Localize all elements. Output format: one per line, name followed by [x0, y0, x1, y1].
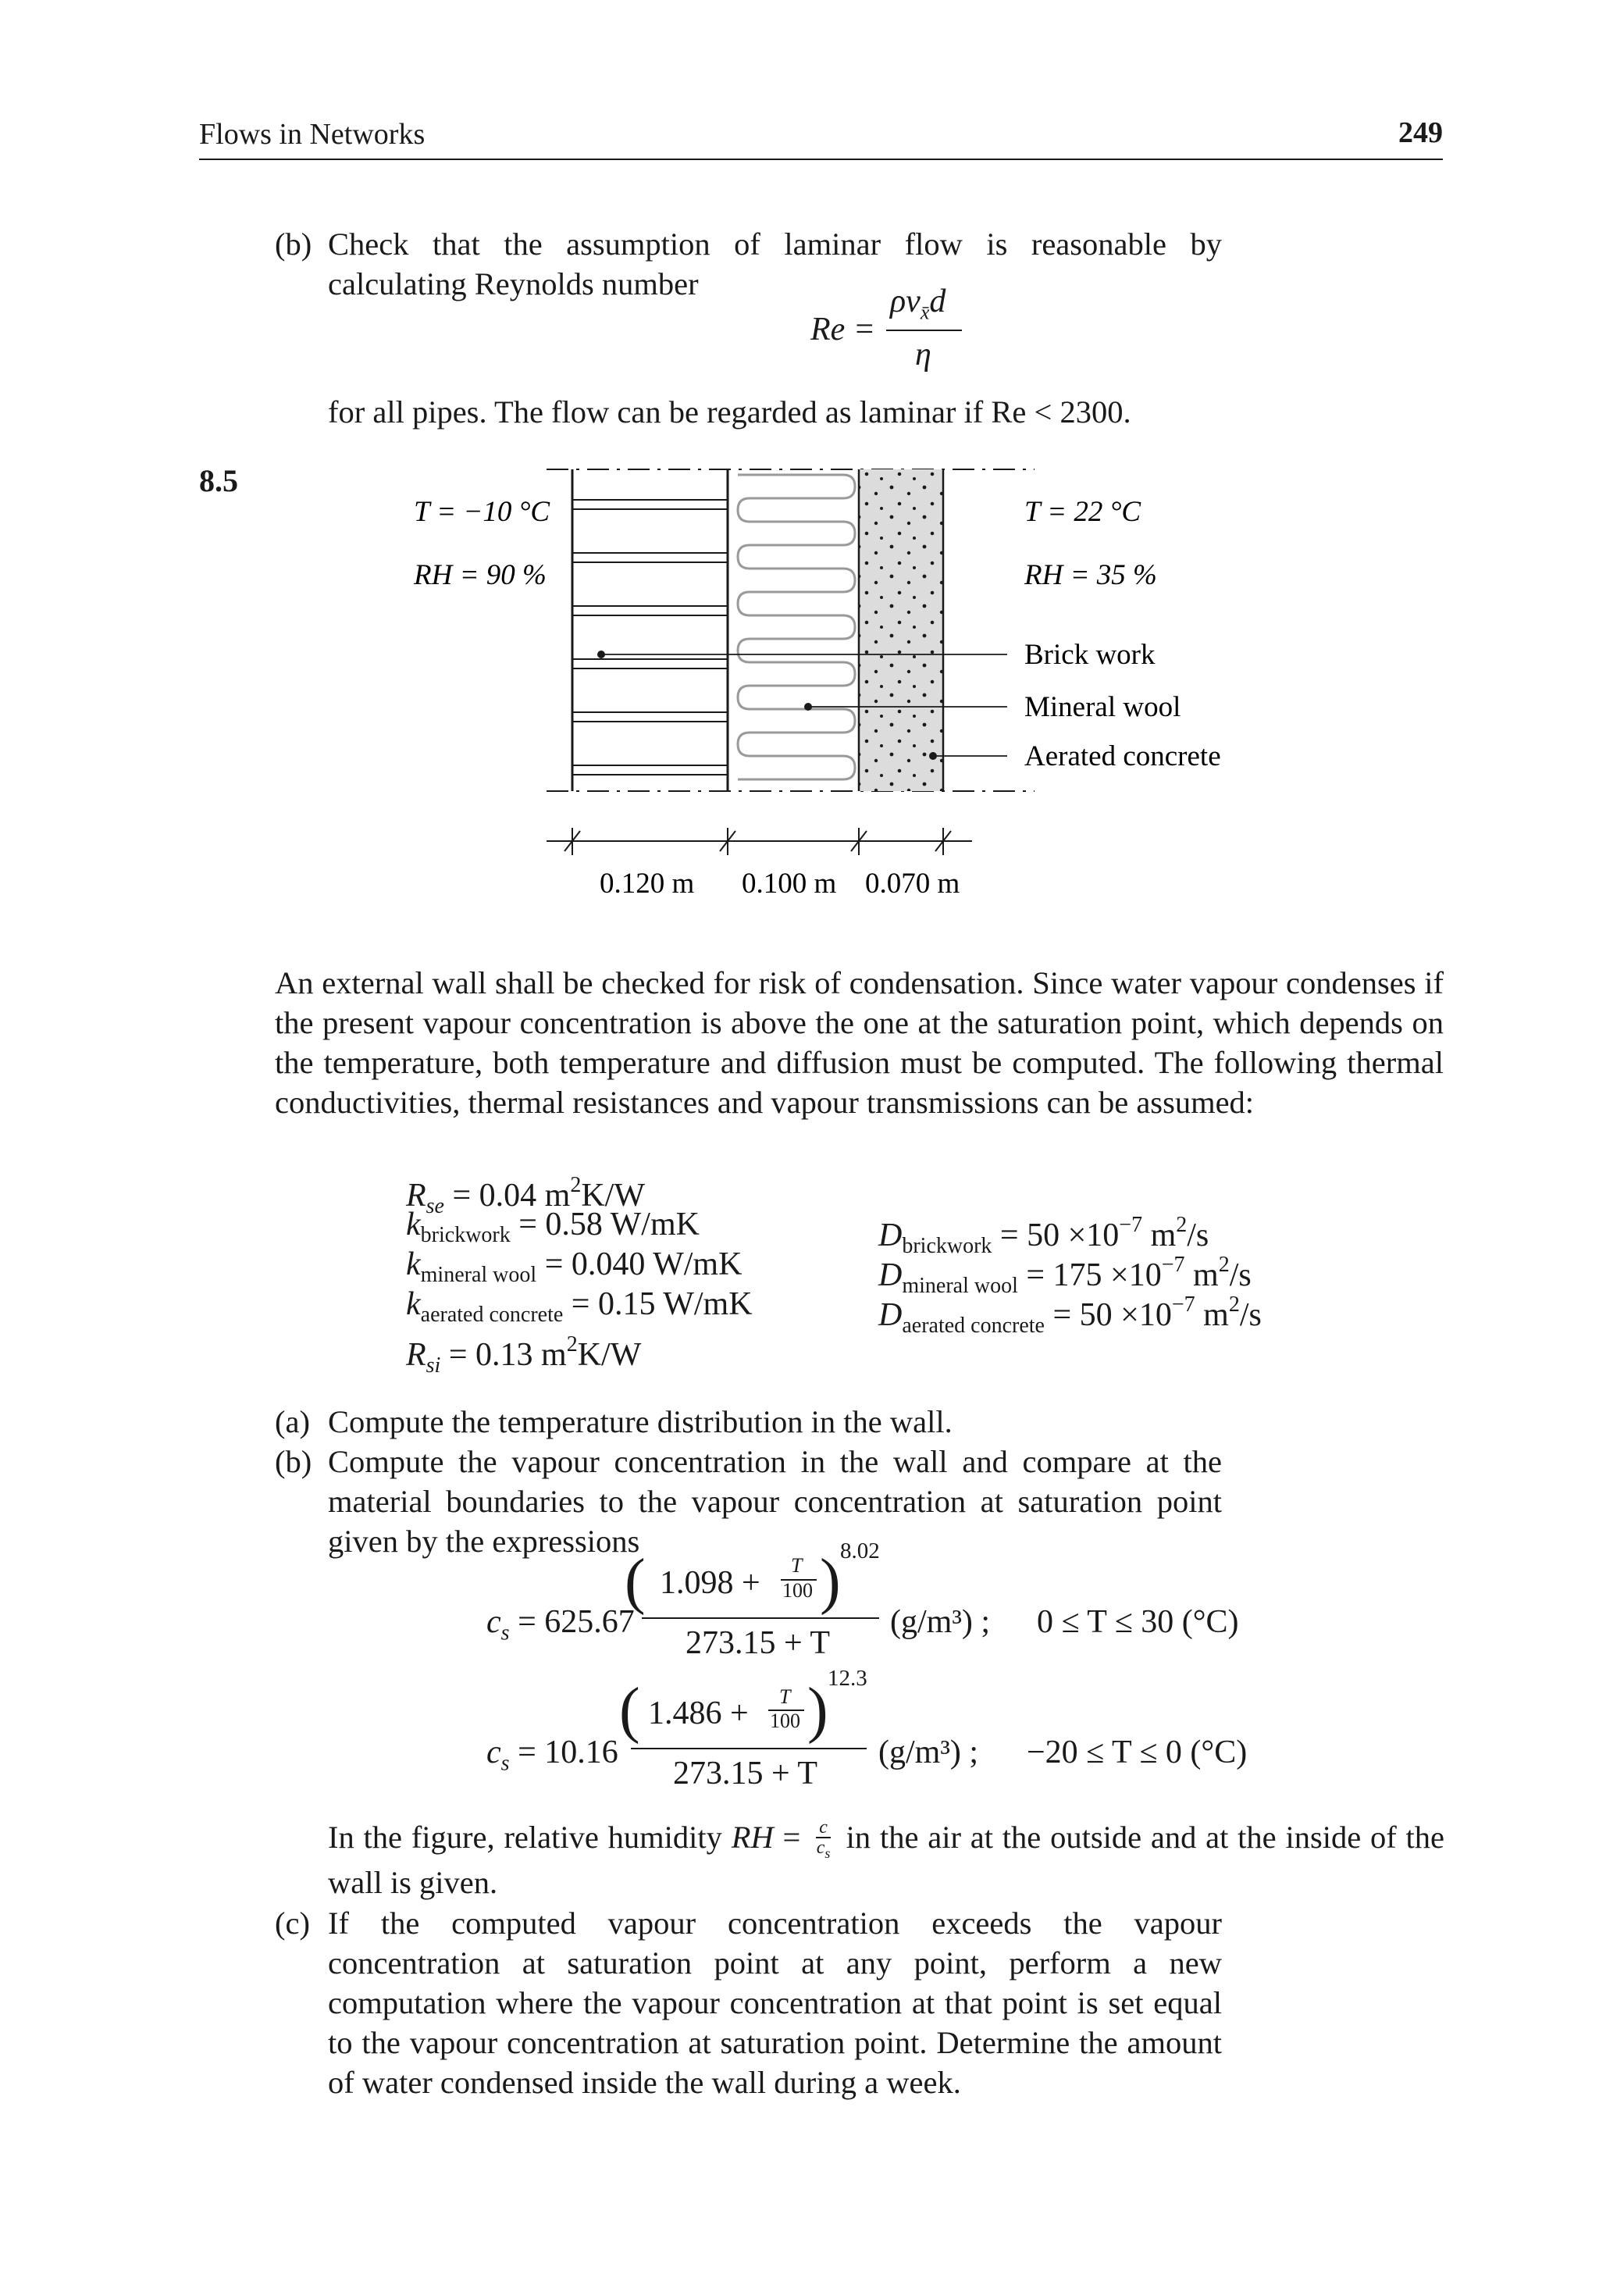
- eq1-frac-100: 100: [782, 1579, 813, 1602]
- eq2-denominator: 273.15 + T: [673, 1756, 818, 1792]
- label-aerated-concrete: Aerated concrete: [1024, 740, 1221, 772]
- dimension-wool: 0.100 m: [742, 868, 837, 900]
- eq2-frac-T: T: [779, 1685, 791, 1708]
- label-mineral-wool: Mineral wool: [1024, 691, 1181, 723]
- laminar-condition: for all pipes. The flow can be regarded as laminar if Re < 2300.: [328, 394, 1131, 430]
- prev-part-b-text: Check that the assumption of laminar flow is reasonable by calculating Reynolds number: [328, 226, 1222, 301]
- task-c-label: (c): [275, 1906, 310, 1941]
- running-title: Flows in Networks: [199, 118, 426, 151]
- rh-fraction: $\frac{c}{c_s}$: [816, 1817, 831, 1862]
- eq1-unit: (g/m³) ;: [890, 1604, 991, 1640]
- reynolds-numerator: $\rho v_{x̄}d$: [890, 283, 946, 324]
- outside-humidity: RH = 90 %: [414, 559, 547, 591]
- eq1-inner: 1.098 +: [660, 1565, 760, 1601]
- eq1-fraction-bar: [642, 1617, 879, 1619]
- problem-number: 8.5: [199, 463, 238, 498]
- eq2-unit: (g/m³) ;: [878, 1734, 979, 1770]
- label-brick-work: Brick work: [1024, 639, 1156, 671]
- wall-figure: [0, 453, 1599, 906]
- eq2-range: −20 ≤ T ≤ 0 (°C): [1027, 1734, 1248, 1770]
- dimension-line: [547, 828, 972, 855]
- eq1-frac-T: T: [791, 1554, 803, 1577]
- eq1-lhs: $c_s = 625.67$: [486, 1604, 635, 1645]
- inside-humidity: RH = 35 %: [1024, 559, 1157, 591]
- task-c-text: If the computed vapour concentration exceeds the vapour concentration at saturation point at any point, perform a new computation where the vapour concentration at that point is set equal to the vapour concentration at saturation point. Determine the amount of water condensed inside the wall during a week.: [328, 1906, 1222, 2100]
- rh-sentence: In the figure, relative humidity RH = $\frac{c}{c_s}$ in the air at the outside and at the inside of the wall is given.: [328, 1817, 1445, 1901]
- param-d-aerated-concrete: $D_{aerated concrete} = 50 \times 10^{-7}$ $m^2/s$: [878, 1292, 1262, 1338]
- eq2-exponent: 12.3: [828, 1666, 867, 1691]
- task-a-label: (a): [275, 1404, 310, 1439]
- prev-part-b-label: (b): [275, 226, 312, 262]
- outside-temperature: T = −10 °C: [414, 496, 550, 528]
- dimension-brick: 0.120 m: [600, 868, 695, 900]
- reynolds-denominator: η: [915, 337, 931, 373]
- param-rsi: $R_{si} = 0.13$ $m^2K/W$: [406, 1332, 642, 1378]
- param-k-brickwork: $k_{brickwork} = 0.58$ W/mK: [406, 1207, 700, 1247]
- dimension-concrete: 0.070 m: [865, 868, 960, 900]
- inside-temperature: T = 22 °C: [1024, 496, 1141, 528]
- reynolds-lhs: Re =: [810, 312, 876, 348]
- eq2-lhs: $c_s = 10.16$: [486, 1734, 618, 1776]
- param-rse: $R_{se} = 0.04$ $m^2K/W$: [406, 1173, 645, 1218]
- page-number: 249: [1398, 116, 1443, 149]
- reynolds-fraction-bar: [886, 330, 962, 331]
- param-k-aerated-concrete: $k_{aerated concrete} = 0.15$ W/mK: [406, 1286, 753, 1327]
- task-a-text: Compute the temperature distribution in the wall.: [328, 1404, 953, 1439]
- eq1-denominator: 273.15 + T: [686, 1625, 831, 1661]
- task-b-label: (b): [275, 1444, 312, 1479]
- eq2-fraction-bar: [631, 1748, 867, 1749]
- eq2-frac-100: 100: [770, 1710, 800, 1732]
- task-b-text: Compute the vapour concentration in the wall and compare at the material boundaries to the vapour concentration at saturation point given by the expressions: [328, 1444, 1222, 1559]
- mineral-wool-layer: [738, 475, 855, 779]
- eq1-exponent: 8.02: [840, 1538, 880, 1563]
- brick-layer: [572, 469, 728, 791]
- param-d-mineral-wool: $D_{mineral wool} = 175 \times 10^{-7}$ $m^2/s$: [878, 1253, 1252, 1298]
- eq1-range: 0 ≤ T ≤ 30 (°C): [1037, 1604, 1239, 1640]
- intro-paragraph: An external wall shall be checked for risk of condensation. Since water vapour condenses if the present vapour concentration is above the one at the saturation point, which depends on the temperature, both temperature and diffusion must be computed. The following thermal conductivities, thermal resistances and vapour transmissions can be assumed:: [275, 965, 1444, 1120]
- param-k-mineral-wool: $k_{mineral wool} = 0.040$ W/mK: [406, 1246, 743, 1287]
- param-d-brickwork: $D_{brickwork} = 50 \times 10^{-7}$ $m^2/s$: [878, 1213, 1209, 1258]
- eq2-inner: 1.486 +: [648, 1695, 749, 1731]
- header-rule: [199, 159, 1443, 160]
